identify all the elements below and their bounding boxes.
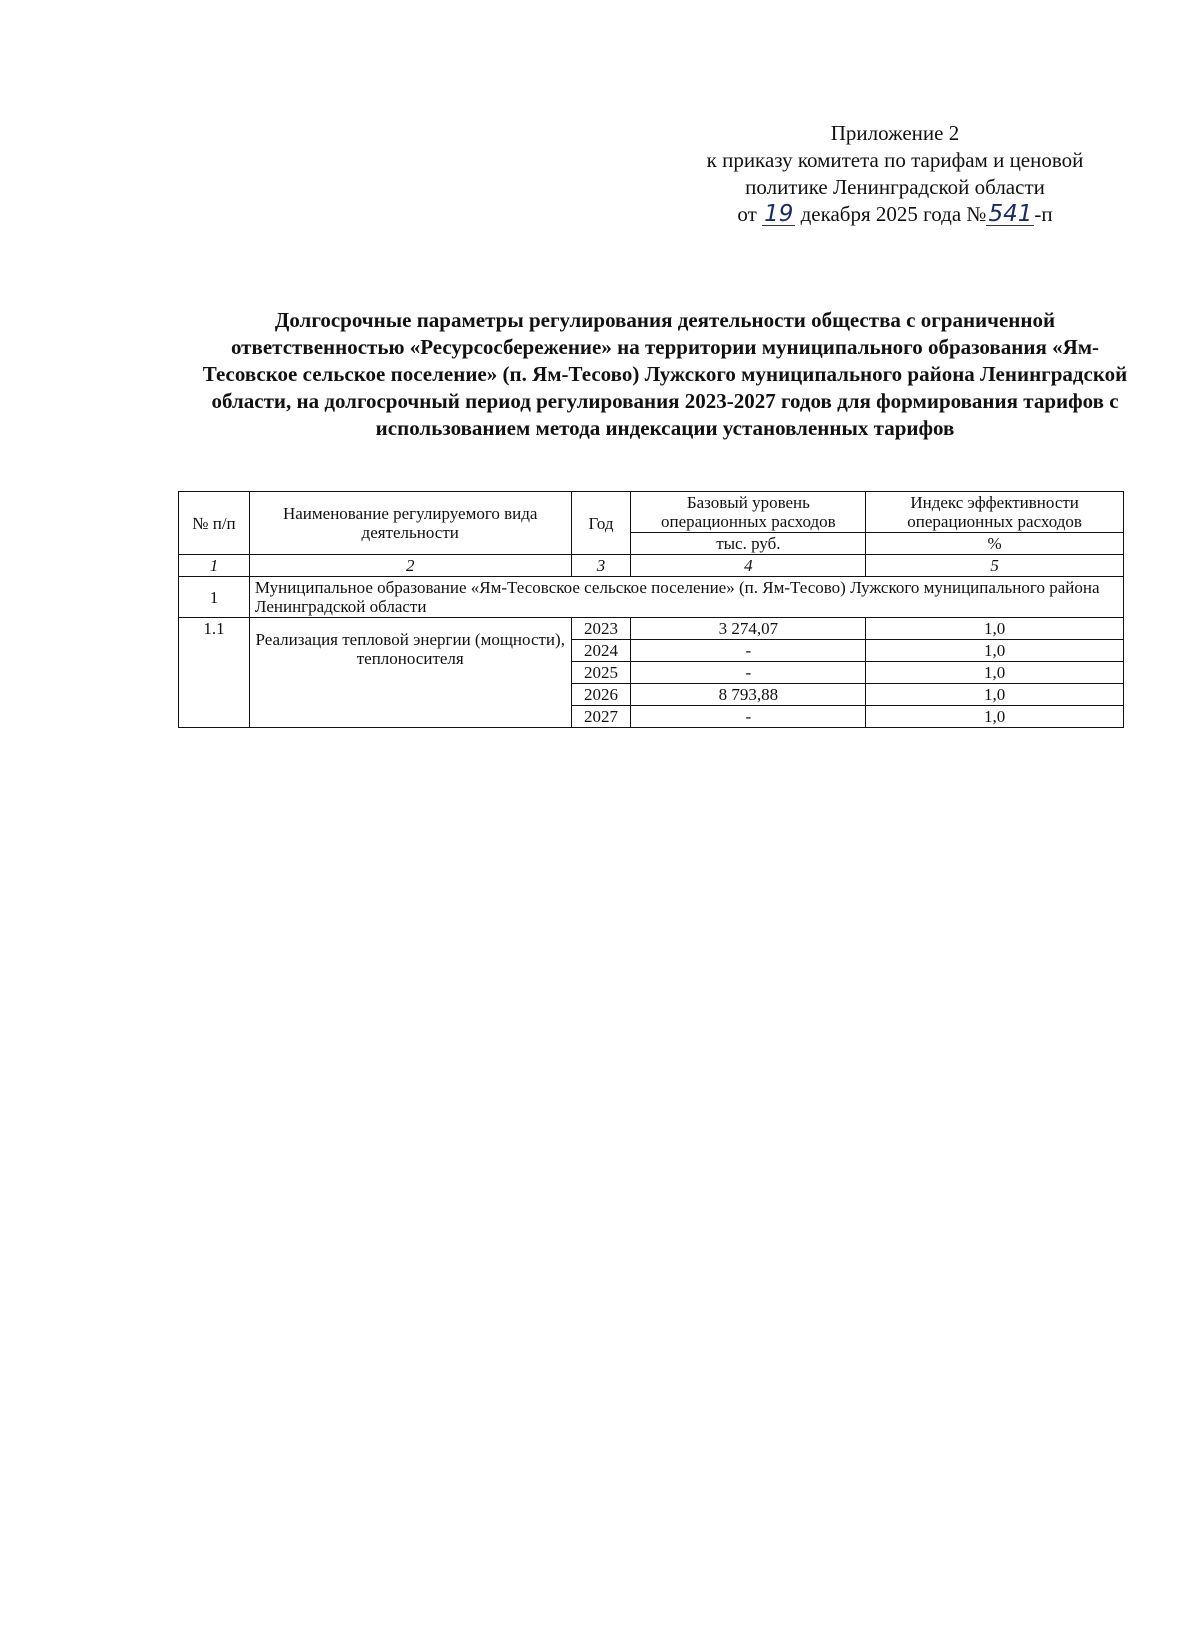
header-index: Индекс эффективности операционных расходов: [866, 492, 1124, 533]
index-cell: 1,0: [866, 640, 1124, 662]
header-year: Год: [571, 492, 631, 555]
index-cell: 1,0: [866, 706, 1124, 728]
index-cell: 1,0: [866, 662, 1124, 684]
item-name: Реализация тепловой энергии (мощности), теплоносителя: [249, 618, 571, 728]
base-level-cell: 3 274,07: [631, 618, 866, 640]
column-number: 2: [249, 555, 571, 577]
date-middle: декабря 2025 года №: [800, 202, 987, 226]
handwritten-day: 19: [764, 201, 794, 227]
section-row: [179, 577, 1124, 618]
column-number: 5: [866, 555, 1124, 577]
header-activity: Наименование регулируемого вида деятельности: [249, 492, 571, 555]
appendix-title: Приложение 2: [830, 121, 960, 145]
year-cell: 2024: [571, 640, 631, 662]
base-level-cell: -: [631, 662, 866, 684]
document-title: Долгосрочные параметры регулирования деятельности общества с ограниченной ответственностью «Ресурсосбережение» на территории муниципального образования «Ям-Тесовское сельское поселение» (п. Ям-Тесово) Лужского муниципального района Ленинградской области, на долгосрочный период регулирования 2023-2027 годов для формирования тарифов с использованием метода индексации установленных тарифов: [202, 308, 1128, 440]
column-number-row: [179, 555, 1124, 577]
year-cell: 2025: [571, 662, 631, 684]
header-base-level: Базовый уровень операционных расходов: [631, 492, 866, 533]
header-base-unit: тыс. руб.: [631, 533, 866, 555]
item-num: 1.1: [179, 618, 250, 728]
header-num: № п/п: [179, 492, 250, 555]
index-cell: 1,0: [866, 684, 1124, 706]
appendix-order-line: к приказу комитета по тарифам и ценовой: [706, 148, 1084, 172]
header-row: [179, 492, 1124, 533]
date-prefix: от: [737, 202, 757, 226]
year-cell: 2026: [571, 684, 631, 706]
header-index-unit: %: [866, 533, 1124, 555]
parameters-table: [178, 491, 1124, 728]
section-num: 1: [179, 577, 250, 618]
handwritten-order-number: 541: [988, 201, 1033, 227]
column-number: 4: [631, 555, 866, 577]
section-name: Муниципальное образование «Ям-Тесовское сельское поселение» (п. Ям-Тесово) Лужского муниципального района Ленинградской области: [249, 577, 1123, 618]
appendix-committee-line: политике Ленинградской области: [745, 175, 1045, 199]
index-cell: 1,0: [866, 618, 1124, 640]
year-cell: 2027: [571, 706, 631, 728]
year-cell: 2023: [571, 618, 631, 640]
number-suffix: -п: [1034, 202, 1053, 226]
column-number: 1: [179, 555, 250, 577]
table-row: [179, 618, 1124, 640]
appendix-date-line: [660, 201, 1130, 228]
base-level-cell: -: [631, 706, 866, 728]
appendix-header: [660, 120, 1130, 228]
base-level-cell: -: [631, 640, 866, 662]
column-number: 3: [571, 555, 631, 577]
base-level-cell: 8 793,88: [631, 684, 866, 706]
